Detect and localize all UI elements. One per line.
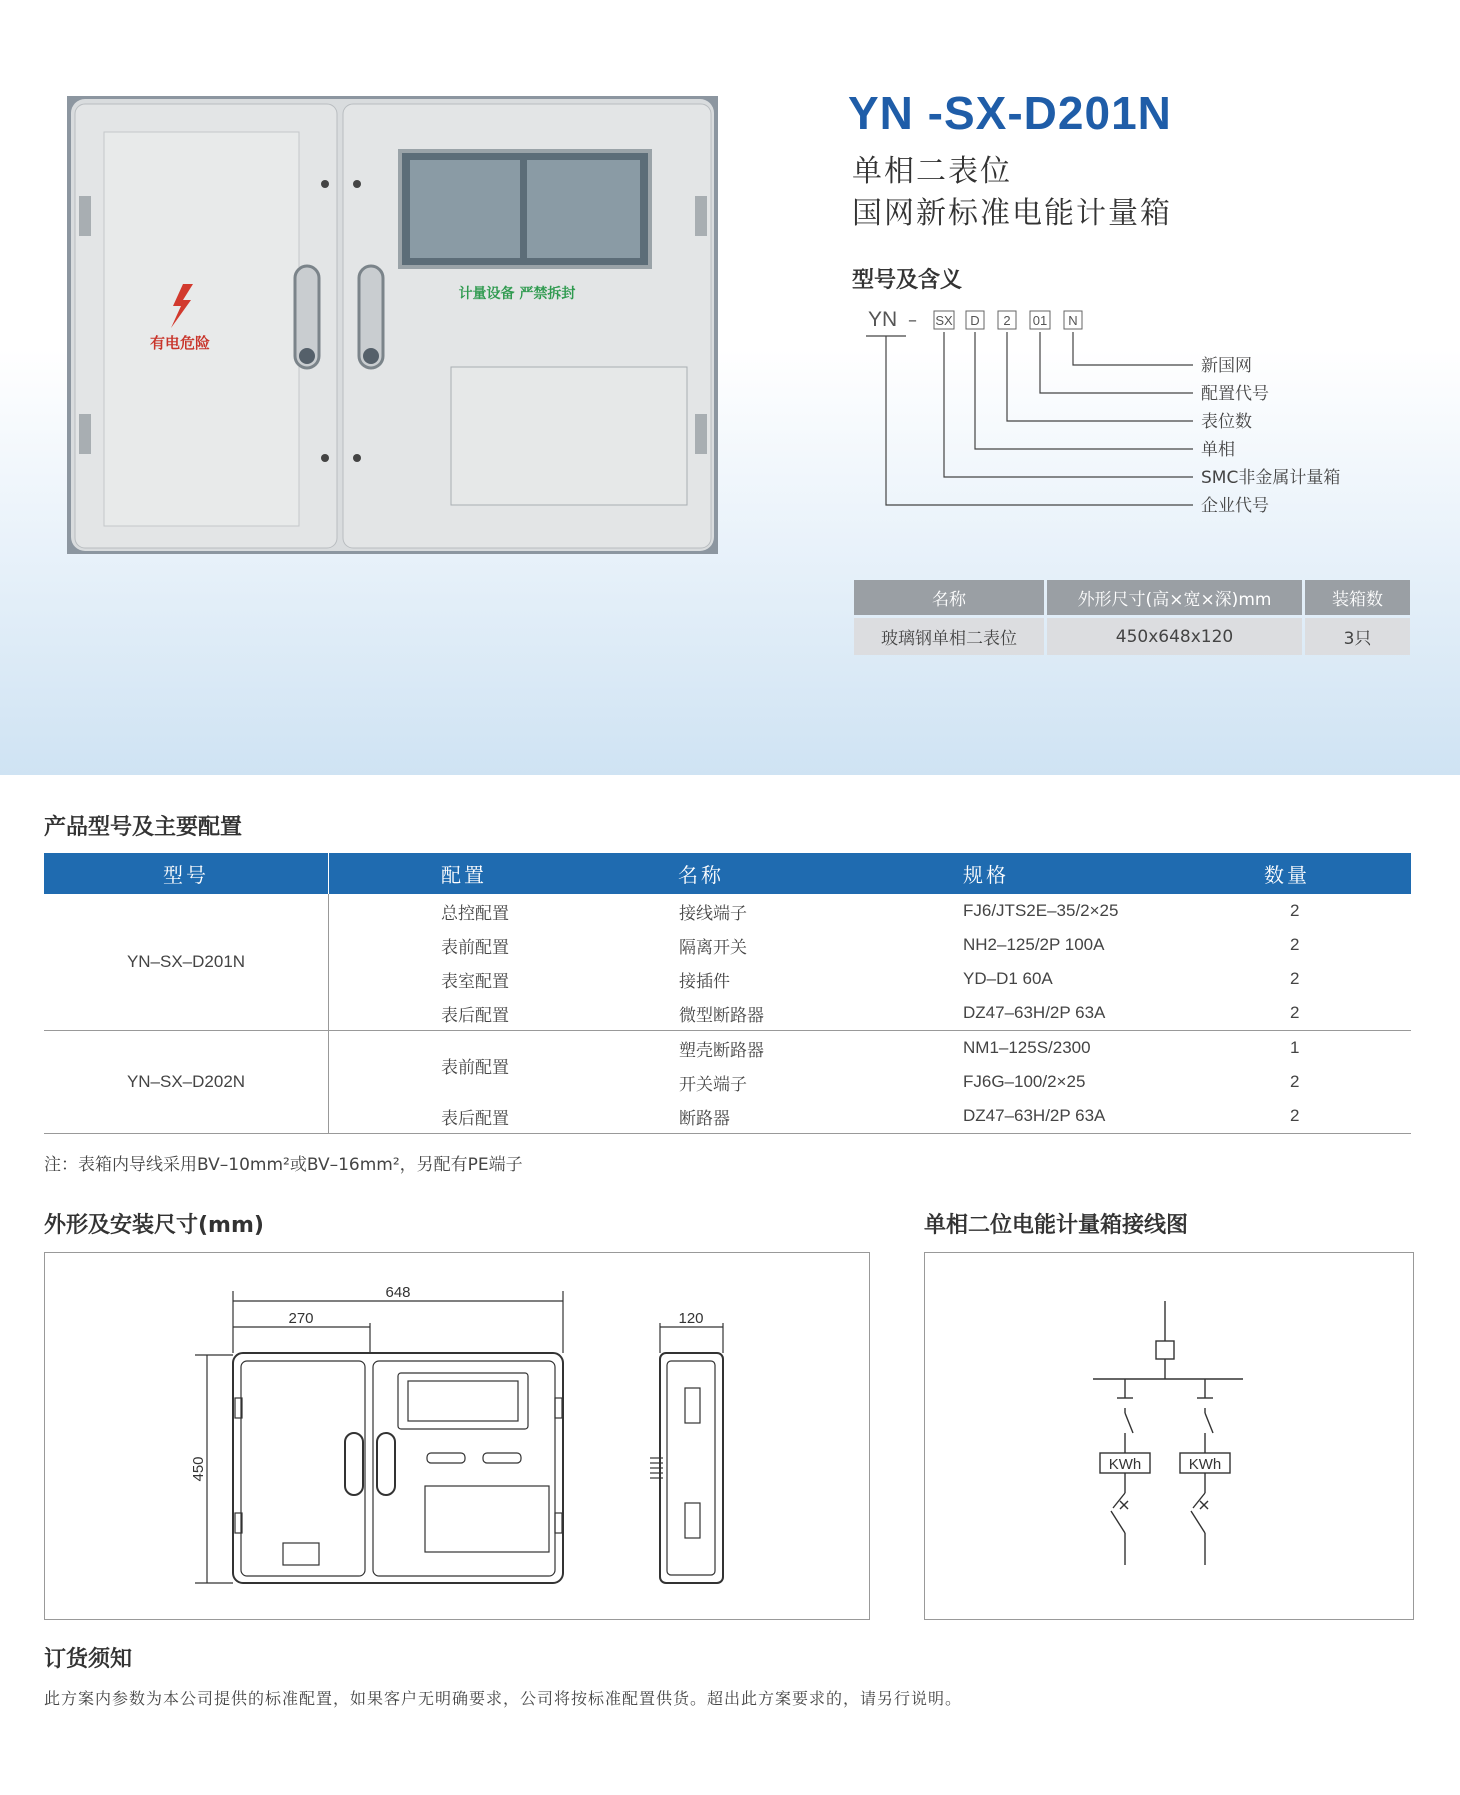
dimensions-heading: 外形及安装尺寸(mm) [44,1213,264,1238]
name-cell: 断路器 [678,1099,962,1134]
code-meaning-2: 配置代号 [1201,384,1269,404]
spec-cell: DZ47–63H/2P 63A [962,1099,1264,1134]
model-cell: YN–SX–D202N [44,1031,329,1134]
qty-cell: 1 [1290,1038,1300,1057]
name-cell: 隔离开关 [679,937,747,957]
spec-header-size: 外形尺寸(高×宽×深)mm [1047,580,1302,615]
dim-width-label: 648 [385,1284,411,1301]
dimension-drawing [45,1253,869,1619]
spec-table [851,577,1413,658]
code-box-d: D [970,313,980,328]
spec-cell-qty: 3只 [1305,618,1410,655]
name-cell: 开关端子 [679,1074,747,1094]
panel-label: 计量设备 严禁拆封 [458,286,576,302]
spec-cell-size: 450x648x120 [1047,618,1302,655]
config-cell: 表后配置 [329,1099,679,1134]
code-meaning-6: 企业代号 [1201,496,1269,516]
qty-cell: 2 [1290,935,1300,954]
spec-cell: FJ6G–100/2×25 [963,1072,1086,1091]
warning-label: 有电危险 [149,334,211,352]
code-box-2: 2 [1003,313,1011,328]
code-prefix: YN [868,308,898,331]
spec-cell: FJ6/JTS2E–35/2×25 [963,901,1119,920]
dim-door-width-label: 270 [288,1310,314,1327]
order-text: 此方案内参数为本公司提供的标准配置，如果客户无明确要求，公司将按标准配置供货。超出此方案要求的，请另行说明。 [44,1689,963,1708]
spec-cell: NH2–125/2P 100A [963,935,1105,954]
meaning-heading: 型号及含义 [852,268,963,293]
config-header-model: 型号 [44,853,329,894]
code-meaning-1: 新国网 [1201,356,1252,376]
product-subtitle-1: 单相二表位 [852,154,1012,189]
model-title: YN -SX-D201N [848,87,1172,139]
model-cell: YN–SX–D201N [44,894,329,1031]
qty-cell: 2 [1290,901,1300,920]
code-meaning-4: 单相 [1201,440,1235,460]
qty-cell: 2 [1264,1099,1411,1134]
config-heading: 产品型号及主要配置 [44,815,243,840]
config-cell: 表前配置 [441,1057,509,1077]
spec-cell: DZ47–63H/2P 63A [962,996,1264,1031]
dimension-drawing-box [44,1252,870,1620]
code-box-01: 01 [1032,313,1048,328]
config-cell: 表前配置 [441,937,509,957]
config-table [44,853,1411,1134]
config-cell: 表室配置 [441,971,509,991]
product-photo [67,96,718,554]
wiring-diagram-box [924,1252,1414,1620]
code-meaning-5: SMC非金属计量箱 [1201,468,1341,488]
name-cell: 塑壳断路器 [679,1040,764,1060]
qty-cell: 2 [1290,969,1300,988]
spec-header-qty: 装箱数 [1305,580,1410,615]
meter-label-1: KWh [1108,1456,1142,1473]
table-row [44,894,1411,928]
config-header-qty: 数量 [1264,853,1411,894]
qty-cell: 2 [1264,996,1411,1031]
code-meaning-3: 表位数 [1201,412,1252,432]
spec-cell-name: 玻璃钢单相二表位 [854,618,1044,655]
name-cell: 微型断路器 [678,996,962,1031]
meter-label-2: KWh [1188,1456,1222,1473]
config-header-spec: 规格 [962,853,1264,894]
qty-cell: 2 [1290,1072,1300,1091]
name-cell: 接线端子 [679,903,747,923]
wiring-diagram [925,1253,1413,1619]
table-row [44,1031,1411,1066]
dim-height-label: 450 [190,1456,207,1482]
code-box-sx: SX [935,313,953,328]
code-dash: – [908,310,917,331]
model-code-diagram [858,302,1378,532]
name-cell: 接插件 [679,971,730,991]
config-cell: 总控配置 [441,903,509,923]
config-note: 注：表箱内导线采用BV–10mm²或BV–16mm²，另配有PE端子 [44,1155,523,1175]
spec-cell: NM1–125S/2300 [963,1038,1091,1057]
config-header-name: 名称 [678,853,962,894]
dim-depth-label: 120 [678,1310,704,1327]
spec-header-name: 名称 [854,580,1044,615]
code-box-n: N [1068,313,1078,328]
order-heading: 订货须知 [44,1647,133,1672]
config-cell: 表后配置 [329,996,679,1031]
wiring-heading: 单相二位电能计量箱接线图 [924,1213,1189,1238]
config-header-config: 配置 [329,853,679,894]
spec-cell: YD–D1 60A [963,969,1053,988]
product-subtitle-2: 国网新标准电能计量箱 [852,196,1172,231]
